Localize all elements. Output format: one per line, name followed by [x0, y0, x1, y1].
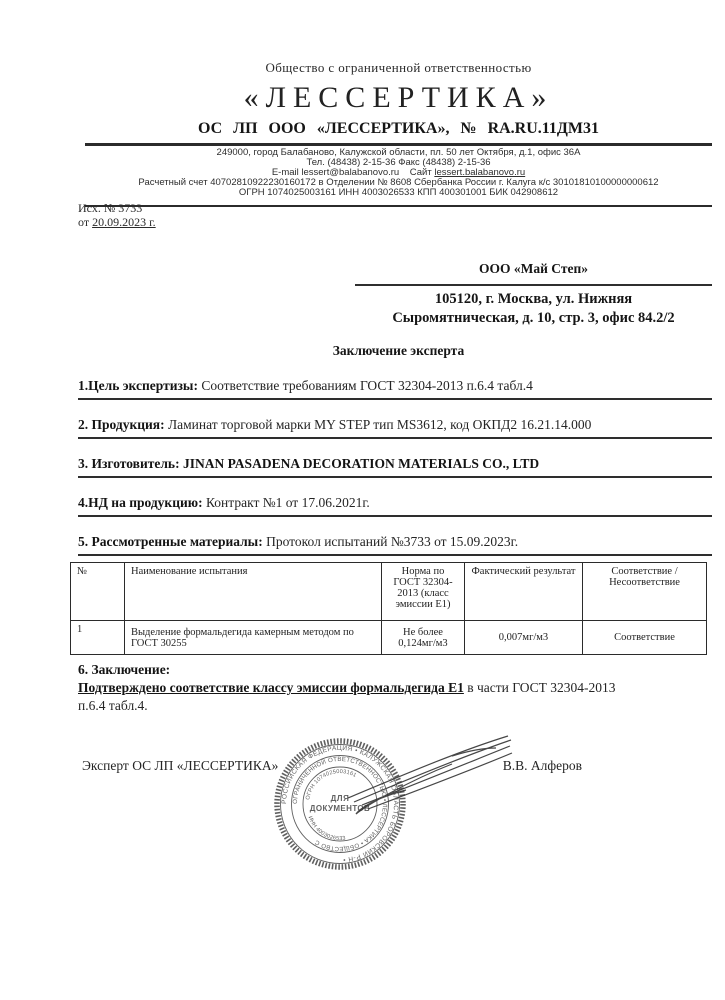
section-purpose-value: Соответствие требованиям ГОСТ 32304-2013 п.6.4 табл.4	[201, 378, 533, 393]
recipient-address-line-1: 105120, г. Москва, ул. Нижняя	[434, 290, 633, 307]
letterhead-bottom-divider	[85, 205, 712, 208]
cell-number: 1	[71, 621, 125, 655]
section-materials	[78, 533, 712, 556]
accreditation-line: ОС ЛП ООО «ЛЕССЕРТИКА», № RA.RU.11ДМ31	[197, 120, 600, 137]
table-row	[71, 621, 707, 655]
section-normative-doc	[78, 494, 712, 517]
stamp-inn-text: ИНН 4003026533	[306, 815, 347, 843]
conclusion-text	[78, 679, 714, 715]
cell-conformity: Соответствие	[583, 621, 707, 655]
recipient-block	[355, 261, 712, 328]
outgoing-number: Исх. № 3733	[78, 201, 143, 215]
site-link: lessert.balabanovo.ru	[434, 166, 526, 178]
section-manufacturer-label: 3. Изготовитель:	[78, 456, 180, 471]
stamp-center-line-1: ДЛЯ	[330, 794, 350, 803]
email-label: E-mail	[271, 166, 299, 178]
section-product-label: 2. Продукция:	[78, 417, 165, 432]
bank-account-line: Расчетный счет 40702810922230160172 в Отделении № 8608 Сбербанка России г. Калуга к/с 30101810100000000612	[138, 176, 659, 188]
outgoing-date-line	[78, 215, 156, 229]
org-type-line: Общество с ограниченной ответственностью	[265, 60, 532, 75]
phone-fax-line: Тел. (48438) 2-15-36 Факс (48438) 2-15-36	[306, 156, 491, 168]
col-header-norm: Норма по ГОСТ 32304-2013 (класс эмиссии Е1)	[382, 563, 465, 621]
test-results-table	[70, 562, 707, 655]
company-name: «ЛЕССЕРТИКА»	[243, 81, 554, 114]
cell-norm: Не более 0,124мг/м3	[382, 621, 465, 655]
section-product-value: Ламинат торговой марки MY STEP тип MS3612, код ОКПД2 16.21.14.000	[167, 417, 592, 432]
section-product	[78, 416, 712, 439]
document-title: Заключение эксперта	[332, 343, 465, 358]
address-line: 249000, город Балабаново, Калужской области, пл. 50 лет Октября, д.1, офис 36А	[216, 146, 581, 158]
stamp-middle-ring-text: ОГРАНИЧЕННОЙ ОТВЕТСТВЕННОСТЬЮ • ЛЕССЕРТИКА • ОБЩЕСТВО С	[291, 755, 389, 853]
section-purpose-label: 1.Цель экспертизы:	[78, 378, 198, 393]
col-header-test-name: Наименование испытания	[125, 563, 382, 621]
expert-name: В.В. Алферов	[502, 758, 582, 773]
conclusion-heading: 6. Заключение:	[78, 662, 171, 677]
expert-title: Эксперт ОС ЛП «ЛЕССЕРТИКА»	[82, 758, 279, 773]
outgoing-date-prefix: от	[78, 215, 93, 229]
section-manufacturer-value: JINAN PASADENA DECORATION MATERIALS CO., LTD	[182, 456, 540, 471]
col-header-number: №	[71, 563, 125, 621]
section-materials-label: 5. Рассмотренные материалы:	[78, 534, 263, 549]
contacts-block	[85, 146, 712, 200]
col-header-actual-result: Фактический результат	[465, 563, 583, 621]
section-normative-doc-value: Контракт №1 от 17.06.2021г.	[205, 495, 370, 510]
email-address: lessert@balabanovo.ru	[301, 166, 400, 178]
section-manufacturer	[78, 455, 712, 478]
conclusion-tail-1: в части ГОСТ 32304-2013	[467, 680, 616, 695]
conclusion-block	[78, 661, 714, 715]
outgoing-reference	[78, 201, 156, 229]
table-header-row	[71, 563, 707, 621]
outgoing-date: 20.09.2023 г.	[92, 215, 156, 229]
recipient-name: ООО «Май Степ»	[479, 261, 588, 276]
sections	[78, 377, 712, 572]
section-normative-doc-label: 4.НД на продукцию:	[78, 495, 203, 510]
col-header-conformity: Соответствие / Несоответствие	[583, 563, 707, 621]
site-label: Сайт	[409, 166, 432, 178]
recipient-address-line-2: Сыромятническая, д. 10, стр. 3, офис 84.2/2	[392, 309, 675, 326]
section-materials-value: Протокол испытаний №3733 от 15.09.2023г.	[266, 534, 519, 549]
conclusion-highlight: Подтверждено соответствие классу эмиссии формальдегида Е1	[78, 680, 464, 695]
company-stamp	[256, 726, 522, 880]
stamp-ogrn-text: ОГРН 1074025003161	[305, 768, 358, 801]
cell-actual-result: 0,007мг/м3	[465, 621, 583, 655]
conclusion-tail-2: п.6.4 табл.4.	[78, 698, 148, 713]
stamp-icon	[256, 726, 522, 880]
recipient-divider	[355, 284, 712, 286]
cell-test-name: Выделение формальдегида камерным методом по ГОСТ 30255	[125, 621, 382, 655]
letterhead	[85, 60, 712, 207]
stamp-outer-ring-text: РОССИЙСКАЯ ФЕДЕРАЦИЯ • КАЛУЖСКАЯ ОБЛАСТЬ БОРОВСКИЙ Р-Н •	[280, 744, 400, 863]
stamp-center-line-2: ДОКУМЕНТОВ	[309, 804, 371, 813]
email-site-line	[85, 168, 712, 178]
section-purpose	[78, 377, 712, 400]
registration-codes-line: ОГРН 1074025003161 ИНН 4003026533 КПП 400301001 БИК 042908612	[238, 186, 559, 198]
